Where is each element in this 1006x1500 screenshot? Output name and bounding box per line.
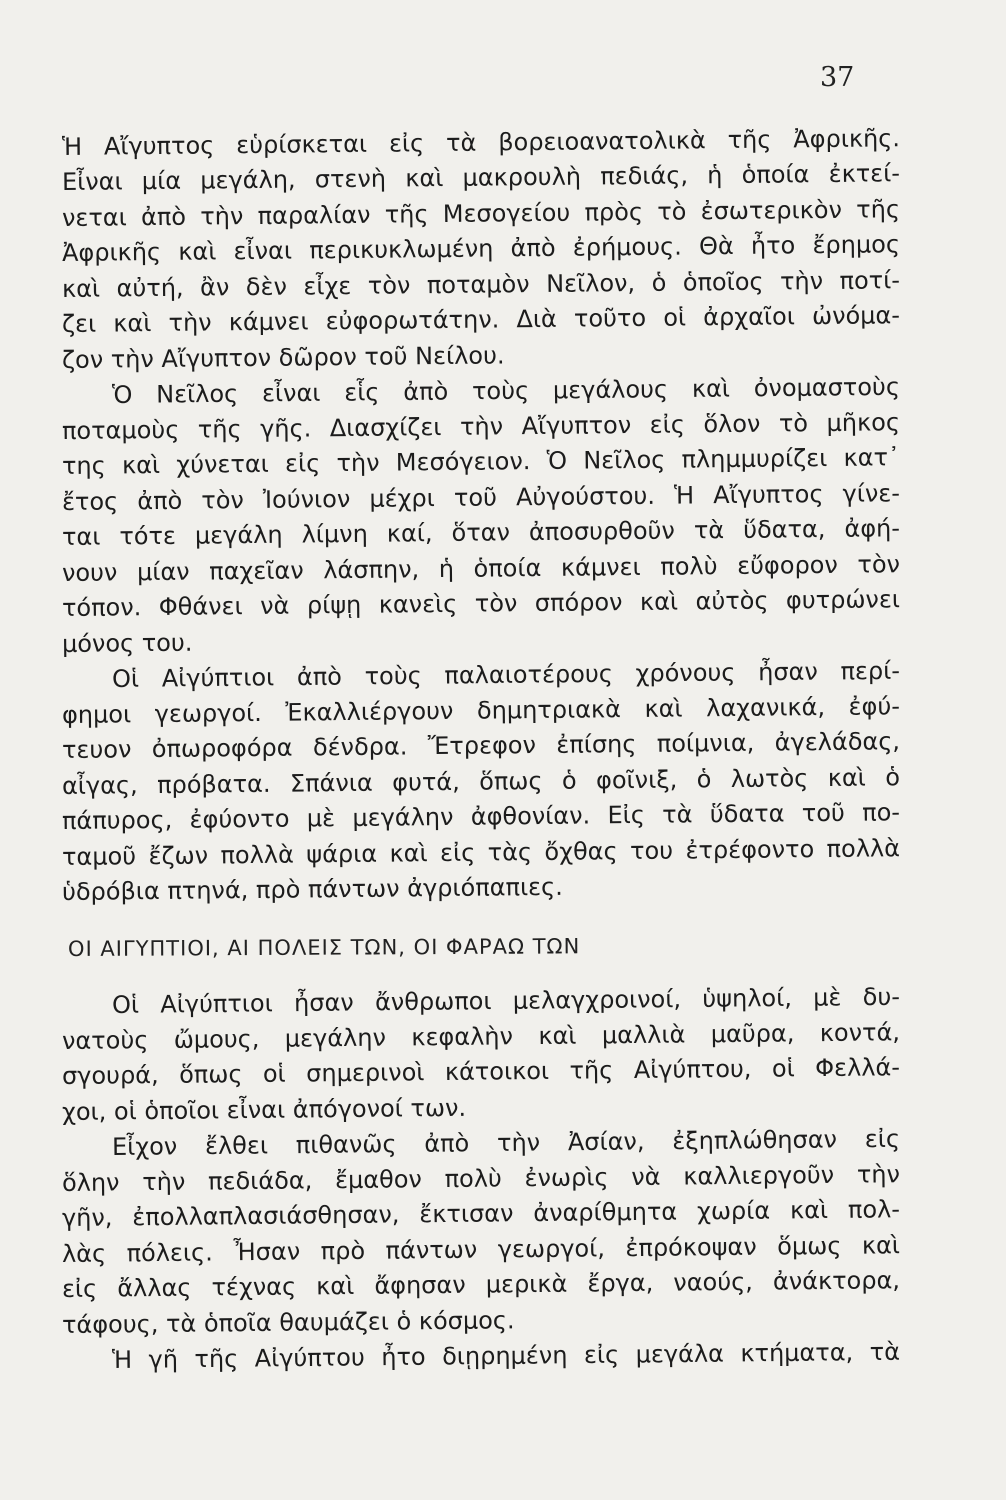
section-heading: ΟΙ ΑΙΓΥΠΤΙΟΙ, ΑΙ ΠΟΛΕΙΣ ΤΩΝ, ΟΙ ΦΑΡΑΩ ΤΩΝ — [67, 934, 581, 961]
text-line: ταμοῦ ἔζων πολλὰ ψάρια καὶ εἰς τὰς ὄχθας του ἐτρέφοντο πολλὰ — [61, 834, 901, 871]
text-line: νουν μίαν παχεῖαν λάσπην, ἡ ὁποία κάμνει πολὺ εὔφορον τὸν — [61, 550, 901, 587]
text-line: ποταμοὺς τῆς γῆς. Διασχίζει τὴν Αἴγυπτον εἰς ὅλον τὸ μῆκος — [61, 408, 901, 445]
text-line: Εἶναι μία μεγάλη, στενὴ καὶ μακρουλὴ πεδιάς, ἡ ὁποία ἐκτεί- — [61, 159, 901, 196]
text-line: ται τότε μεγάλη λίμνη καί, ὅταν ἀποσυρθοῦν τὰ ὕδατα, ἀφή- — [61, 514, 901, 551]
text-line: τάφους, τὰ ὁποῖα θαυμάζει ὁ κόσμος. — [61, 1306, 515, 1339]
text-line: ζον τὴν Αἴγυπτον δῶρον τοῦ Νείλου. — [61, 341, 505, 374]
text-line: καὶ αὐτή, ἂν δὲν εἶχε τὸν ποταμὸν Νεῖλον, ὁ ὁποῖος τὴν ποτί- — [61, 266, 901, 303]
text-line: της καὶ χύνεται εἰς τὴν Μεσόγειον. Ὁ Νεῖλος πλημμυρίζει κατ᾽ — [61, 443, 901, 480]
page-number: 37 — [820, 62, 855, 93]
text-line: φημοι γεωργοί. Ἐκαλλιέργουν δημητριακὰ καὶ λαχανικά, ἐφύ- — [61, 692, 901, 729]
text-line: τευον ὀπωροφόρα δένδρα. Ἔτρεφον ἐπίσης ποίμνια, ἀγελάδας, — [61, 727, 901, 764]
text-line: γῆν, ἐπολλαπλασιάσθησαν, ἔκτισαν ἀναρίθμητα χωρία καὶ πολ- — [61, 1195, 901, 1232]
text-line: ζει καὶ τὴν κάμνει εὐφορωτάτην. Διὰ τοῦτο οἱ ἀρχαῖοι ὠνόμα- — [61, 301, 901, 338]
text-line: Ἡ Αἴγυπτος εὑρίσκεται εἰς τὰ βορειοανατολικὰ τῆς Ἀφρικῆς. — [61, 124, 901, 161]
text-line: αἶγας, πρόβατα. Σπάνια φυτά, ὅπως ὁ φοῖνιξ, ὁ λωτὸς καὶ ὁ — [61, 763, 901, 800]
text-line: τόπον. Φθάνει νὰ ρίψῃ κανεὶς τὸν σπόρον καὶ αὐτὸς φυτρώνει — [61, 585, 901, 622]
text-line: λὰς πόλεις. Ἦσαν πρὸ πάντων γεωργοί, ἐπρόκοψαν ὅμως καὶ — [61, 1231, 901, 1268]
text-line: Οἱ Αἰγύπτιοι ἦσαν ἄνθρωποι μελαγχροινοί, ὑψηλοί, μὲ δυ- — [111, 982, 901, 1019]
text-line: Οἱ Αἰγύπτιοι ἀπὸ τοὺς παλαιοτέρους χρόνους ἦσαν περί- — [111, 656, 901, 693]
text-line: ὑδρόβια πτηνά, πρὸ πάντων ἀγριόπαπιες. — [61, 872, 563, 906]
text-line: Ἡ γῆ τῆς Αἰγύπτου ἦτο διῃρημένη εἰς μεγάλα κτήματα, τὰ — [111, 1337, 901, 1374]
text-line: νατοὺς ὤμους, μεγάλην κεφαλὴν καὶ μαλλιὰ μαῦρα, κοντά, — [61, 1018, 901, 1055]
text-line: ἔτος ἀπὸ τὸν Ἰούνιον μέχρι τοῦ Αὐγούστου. Ἡ Αἴγυπτος γίνε- — [61, 479, 901, 516]
text-line: ὅλην τὴν πεδιάδα, ἔμαθον πολὺ ἐνωρὶς νὰ καλλιεργοῦν τὴν — [61, 1160, 901, 1197]
text-line: Ὁ Νεῖλος εἶναι εἷς ἀπὸ τοὺς μεγάλους καὶ ὀνομαστοὺς — [111, 372, 901, 409]
text-line: σγουρά, ὅπως οἱ σημερινοὶ κάτοικοι τῆς Αἰγύπτου, οἱ Φελλά- — [61, 1053, 901, 1090]
text-line: μόνος του. — [61, 628, 193, 658]
text-line: χοι, οἱ ὁποῖοι εἶναι ἀπόγονοί των. — [61, 1093, 467, 1126]
text-line: Εἶχον ἔλθει πιθανῶς ἀπὸ τὴν Ἀσίαν, ἐξηπλώθησαν εἰς — [111, 1124, 901, 1161]
text-line: νεται ἀπὸ τὴν παραλίαν τῆς Μεσογείου πρὸς τὸ ἐσωτερικὸν τῆς — [61, 195, 901, 232]
text-line: Ἀφρικῆς καὶ εἶναι περικυκλωμένη ἀπὸ ἐρήμους. Θὰ ἦτο ἔρημος — [61, 230, 901, 267]
text-line: εἰς ἄλλας τέχνας καὶ ἄφησαν μερικὰ ἔργα, ναούς, ἀνάκτορα, — [61, 1266, 901, 1303]
text-line: πάπυρος, ἐφύοντο μὲ μεγάλην ἀφθονίαν. Εἰς τὰ ὕδατα τοῦ πο- — [61, 798, 901, 835]
